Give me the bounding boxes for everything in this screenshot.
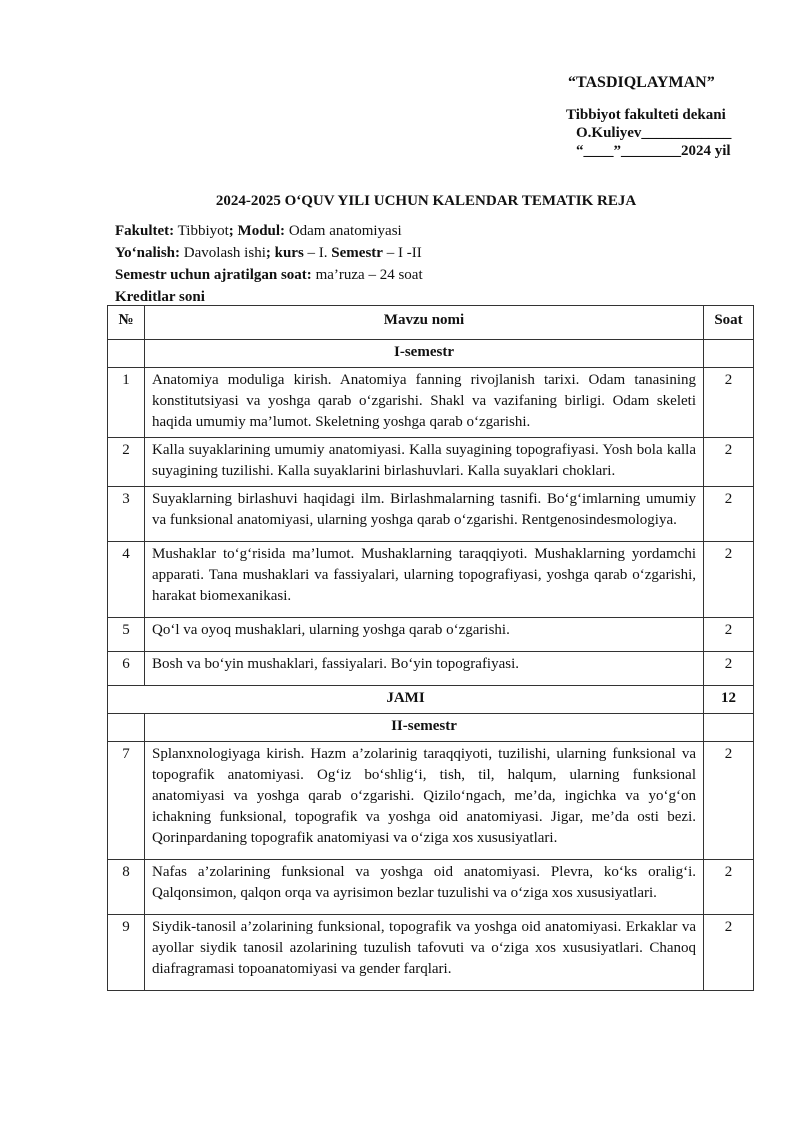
row-hours: 2 [704, 742, 754, 860]
table-row [108, 368, 754, 438]
document-meta [115, 220, 715, 308]
hours-value: ma’ruza – 24 soat [311, 267, 423, 283]
module-label: Modul: [233, 223, 286, 239]
approver-name-line: O.Kuliyev____________ [576, 125, 732, 141]
approval-stamp: “TASDIQLAYMAN” [568, 74, 715, 91]
empty-cell [704, 714, 754, 742]
credits-label: Kreditlar soni [115, 289, 205, 305]
thematic-plan-table [107, 305, 754, 991]
row-hours: 2 [704, 860, 754, 915]
total-label: JAMI [108, 686, 704, 714]
row-hours: 2 [704, 618, 754, 652]
row-hours: 2 [704, 487, 754, 542]
table-header-row [108, 306, 754, 340]
row-num: 8 [108, 860, 145, 915]
course-label: kurs [270, 245, 304, 261]
table-row [108, 542, 754, 618]
course-value: – I. [303, 245, 332, 261]
row-num: 4 [108, 542, 145, 618]
table-row [108, 915, 754, 991]
row-topic: Mushaklar to‘g‘risida ma’lumot. Mushaklarning taraqqiyoti. Mushaklarning yordamchi apparati. Tana mushaklari va fassiyalari, ularning topografiyasi, yoshga qarab o‘zgarishi, harakat biomexanikasi. [145, 542, 704, 618]
row-hours: 2 [704, 368, 754, 438]
row-topic: Nafas a’zolarining funksional va yoshga oid anatomiyasi. Plevra, ko‘ks oralig‘i. Qalqonsimon, qalqon orqa va ayrisimon bezlar tuzulishi va o‘ziga xos xususiyatlari. [145, 860, 704, 915]
approver-position: Tibbiyot fakulteti dekani [566, 107, 726, 123]
meta-line-faculty [115, 220, 715, 242]
approval-block [566, 74, 766, 160]
faculty-value: Tibbiyot [174, 223, 229, 239]
direction-value: Davolash ishi [180, 245, 266, 261]
header-hours: Soat [704, 306, 754, 340]
semester-label: Semestr [331, 245, 383, 261]
header-topic: Mavzu nomi [145, 306, 704, 340]
header-num: № [108, 306, 145, 340]
document-title: 2024-2025 O‘QUV YILI UCHUN KALENDAR TEMATIK REJA [215, 193, 637, 209]
meta-separator: ; [228, 223, 234, 239]
row-topic: Siydik-tanosil a’zolarining funksional, topografik va yoshga oid anatomiyasi. Erkaklar va ayollar siydik tanosil azolarining tuzulish tafovuti va o‘ziga xos xususiyatlari. Chanoq diafragramasi topoanatomiyasi va gender farqlari. [145, 915, 704, 991]
table-row [108, 618, 754, 652]
total-row [108, 686, 754, 714]
row-num: 5 [108, 618, 145, 652]
row-topic: Anatomiya moduliga kirish. Anatomiya fanning rivojlanish tarixi. Odam tanasining konstitutsiyasi va yoshga qarab o‘zgarishi. Shakl va vazifaning birligi. Odam skeleti haqida umumiy ma’lumot. Skeletning yoshga qarab o‘zgarishi. [145, 368, 704, 438]
row-hours: 2 [704, 652, 754, 686]
empty-cell [704, 340, 754, 368]
meta-line-hours [115, 264, 715, 286]
row-num: 9 [108, 915, 145, 991]
empty-cell [108, 340, 145, 368]
row-topic: Qo‘l va oyoq mushaklari, ularning yoshga qarab o‘zgarishi. [145, 618, 704, 652]
row-hours: 2 [704, 542, 754, 618]
table-row [108, 438, 754, 487]
meta-line-direction [115, 242, 715, 264]
row-num: 3 [108, 487, 145, 542]
row-topic: Splanxnologiyaga kirish. Hazm a’zolarinig taraqqiyoti, tuzilishi, ularning funksional va topografik anatomiyasi. Og‘iz bo‘shlig‘i, tish, til, halqum, ularning funksional anatomiyasi va yoshga qarab o‘zgarishi. Qizilo‘ngach, me’da, ingichka va yo‘g‘on ichakning funksional, topografik va yoshga oid anatomiyasi. Jigar, me’da osti bezi. Qorinpardaning topografik anatomiyasi va o‘ziga xos xususiyatlari. [145, 742, 704, 860]
row-topic: Suyaklarning birlashuvi haqidagi ilm. Birlashmalarning tasnifi. Bo‘g‘imlarning umumiy va funksional anatomiyasi, ularning yoshga qarab o‘zgarishi. Rentgenosindesmologiya. [145, 487, 704, 542]
table-row [108, 487, 754, 542]
row-num: 2 [108, 438, 145, 487]
row-topic: Kalla suyaklarining umumiy anatomiyasi. Kalla suyagining topografiyasi. Yosh bola kalla suyagining tuzilishi. Kalla suyaklarini birlashuvlari. Kalla suyaklari choklari. [145, 438, 704, 487]
total-hours: 12 [704, 686, 754, 714]
direction-label: Yo‘nalish: [115, 245, 181, 261]
semester-row [108, 714, 754, 742]
semester-label: I-semestr [145, 340, 704, 368]
approval-date-line: “____”________2024 yil [576, 143, 731, 159]
row-num: 7 [108, 742, 145, 860]
table-row [108, 742, 754, 860]
semester-value: – I -II [382, 245, 422, 261]
row-num: 6 [108, 652, 145, 686]
empty-cell [108, 714, 145, 742]
row-num: 1 [108, 368, 145, 438]
semester-row [108, 340, 754, 368]
module-value: Odam anatomiyasi [285, 223, 402, 239]
table-row [108, 652, 754, 686]
row-hours: 2 [704, 915, 754, 991]
row-topic: Bosh va bo‘yin mushaklari, fassiyalari. Bo‘yin topografiyasi. [145, 652, 704, 686]
semester-label: II-semestr [145, 714, 704, 742]
meta-separator: ; [265, 245, 271, 261]
table-row [108, 860, 754, 915]
row-hours: 2 [704, 438, 754, 487]
faculty-label: Fakultet: [115, 223, 175, 239]
hours-label: Semestr uchun ajratilgan soat: [115, 267, 312, 283]
